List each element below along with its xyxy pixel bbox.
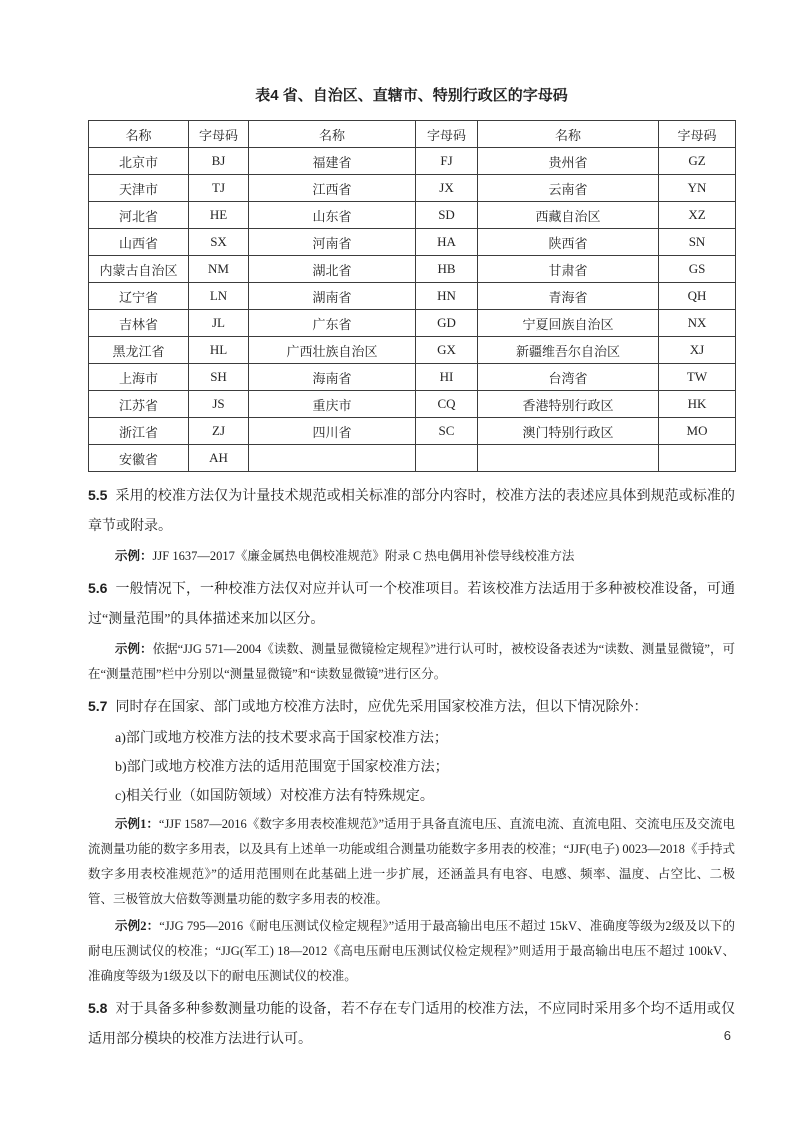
letter-code-cell: GX <box>416 337 478 364</box>
section-5-7-items <box>88 725 735 810</box>
region-name-cell: 浙江省 <box>89 418 189 445</box>
region-name-cell: 台湾省 <box>478 364 659 391</box>
region-name-cell: 江苏省 <box>89 391 189 418</box>
table-row <box>89 229 736 256</box>
column-header-name: 名称 <box>478 121 659 148</box>
letter-code-cell: SN <box>659 229 736 256</box>
region-name-cell: 宁夏回族自治区 <box>478 310 659 337</box>
letter-code-cell: GS <box>659 256 736 283</box>
example-text: JJF 1637—2017《廉金属热电偶校准规范》附录 C 热电偶用补偿导线校准方法 <box>152 549 575 563</box>
section-5-7 <box>88 691 735 723</box>
table-row <box>89 418 736 445</box>
letter-code-cell: YN <box>659 175 736 202</box>
table-row <box>89 337 736 364</box>
table-row <box>89 148 736 175</box>
table-row <box>89 256 736 283</box>
letter-code-cell: HL <box>189 337 249 364</box>
column-header-code: 字母码 <box>416 121 478 148</box>
letter-code-cell: FJ <box>416 148 478 175</box>
letter-code-cell: JX <box>416 175 478 202</box>
example-5-6 <box>88 637 735 687</box>
region-name-cell: 黑龙江省 <box>89 337 189 364</box>
letter-code-cell: HB <box>416 256 478 283</box>
letter-code-cell: ZJ <box>189 418 249 445</box>
letter-code-cell: GZ <box>659 148 736 175</box>
table-header-row <box>89 121 736 148</box>
region-name-cell: 河南省 <box>249 229 416 256</box>
region-name-cell: 广东省 <box>249 310 416 337</box>
region-name-cell <box>478 445 659 472</box>
region-name-cell: 北京市 <box>89 148 189 175</box>
example-5-7-2 <box>88 914 735 989</box>
section-text: 对于具备多种参数测量功能的设备，若不存在专门适用的校准方法，不应同时采用多个均不适用或仅适用部分模块的校准方法进行认可。 <box>88 1002 735 1047</box>
letter-code-cell: HI <box>416 364 478 391</box>
region-name-cell: 山西省 <box>89 229 189 256</box>
section-number: 5.5 <box>88 487 108 503</box>
region-name-cell: 澳门特别行政区 <box>478 418 659 445</box>
section-number: 5.7 <box>88 698 108 714</box>
region-name-cell: 新疆维吾尔自治区 <box>478 337 659 364</box>
letter-code-cell: HN <box>416 283 478 310</box>
letter-code-cell: NM <box>189 256 249 283</box>
section-text: 采用的校准方法仅为计量技术规范或相关标准的部分内容时，校准方法的表述应具体到规范或标准的章节或附录。 <box>88 489 735 534</box>
letter-code-cell: CQ <box>416 391 478 418</box>
section-text: 同时存在国家、部门或地方校准方法时，应优先采用国家校准方法，但以下情况除外： <box>115 700 648 715</box>
region-name-cell: 甘肃省 <box>478 256 659 283</box>
section-5-6 <box>88 573 735 635</box>
letter-code-cell: HE <box>189 202 249 229</box>
column-header-name: 名称 <box>249 121 416 148</box>
example-text: 依据“JJG 571—2004《读数、测量显微镜检定规程》”进行认可时，被校设备表述为“读数、测量显微镜”，可在“测量范围”栏中分别以“测量显微镜”和“读数显微镜”进行区分。 <box>88 642 735 681</box>
table-row <box>89 283 736 310</box>
region-name-cell: 香港特别行政区 <box>478 391 659 418</box>
letter-code-cell: JL <box>189 310 249 337</box>
region-name-cell: 四川省 <box>249 418 416 445</box>
column-header-name: 名称 <box>89 121 189 148</box>
table-row <box>89 391 736 418</box>
region-name-cell: 山东省 <box>249 202 416 229</box>
letter-code-cell: AH <box>189 445 249 472</box>
table-row <box>89 175 736 202</box>
section-number: 5.6 <box>88 580 108 596</box>
region-name-cell: 内蒙古自治区 <box>89 256 189 283</box>
region-name-cell: 天津市 <box>89 175 189 202</box>
column-header-code: 字母码 <box>659 121 736 148</box>
table-row <box>89 310 736 337</box>
section-5-5 <box>88 480 735 542</box>
section-text: 一般情况下，一种校准方法仅对应并认可一个校准项目。若该校准方法适用于多种被校准设备，可通过“测量范围”的具体描述来加以区分。 <box>88 582 735 627</box>
letter-code-cell: SD <box>416 202 478 229</box>
letter-code-cell: HA <box>416 229 478 256</box>
letter-code-cell: SX <box>189 229 249 256</box>
letter-code-cell: QH <box>659 283 736 310</box>
table-row <box>89 445 736 472</box>
letter-code-cell: TW <box>659 364 736 391</box>
column-header-code: 字母码 <box>189 121 249 148</box>
letter-code-cell: SC <box>416 418 478 445</box>
region-name-cell <box>249 445 416 472</box>
table-title: 表4 省、自治区、直辖市、特别行政区的字母码 <box>255 87 568 104</box>
codes-table-body <box>89 148 736 472</box>
letter-code-cell <box>659 445 736 472</box>
page-number: 6 <box>723 1028 731 1043</box>
region-name-cell: 安徽省 <box>89 445 189 472</box>
region-name-cell: 广西壮族自治区 <box>249 337 416 364</box>
example-label: 示例： <box>115 549 153 563</box>
region-name-cell: 辽宁省 <box>89 283 189 310</box>
example-label: 示例： <box>115 642 153 656</box>
letter-code-cell: SH <box>189 364 249 391</box>
letter-code-cell: XJ <box>659 337 736 364</box>
example-text: “JJG 795—2016《耐电压测试仪检定规程》”适用于最高输出电压不超过 15kV、准确度等级为2级及以下的耐电压测试仪的校准；“JJG(军工) 18—2012《高电压耐电压测试仪检定规程》”则适用于最高输出电压不超过 100kV、准确度等级为1级及以下的耐电压测试仪的校准。 <box>88 919 735 983</box>
example-label: 示例2： <box>115 919 160 933</box>
letter-code-cell: XZ <box>659 202 736 229</box>
table-row <box>89 202 736 229</box>
region-name-cell: 福建省 <box>249 148 416 175</box>
section-5-8 <box>88 993 735 1055</box>
letter-codes-table <box>88 120 736 472</box>
letter-code-cell: TJ <box>189 175 249 202</box>
letter-code-cell: LN <box>189 283 249 310</box>
letter-code-cell: HK <box>659 391 736 418</box>
region-name-cell: 陕西省 <box>478 229 659 256</box>
example-5-7-1 <box>88 812 735 912</box>
example-5-5 <box>88 544 735 569</box>
region-name-cell: 海南省 <box>249 364 416 391</box>
region-name-cell: 重庆市 <box>249 391 416 418</box>
region-name-cell: 湖北省 <box>249 256 416 283</box>
list-item-b: b)部门或地方校准方法的适用范围宽于国家校准方法； <box>115 760 449 775</box>
region-name-cell: 云南省 <box>478 175 659 202</box>
letter-code-cell: GD <box>416 310 478 337</box>
region-name-cell: 江西省 <box>249 175 416 202</box>
region-name-cell: 青海省 <box>478 283 659 310</box>
region-name-cell: 河北省 <box>89 202 189 229</box>
section-number: 5.8 <box>88 1000 108 1016</box>
region-name-cell: 西藏自治区 <box>478 202 659 229</box>
page-content <box>88 86 735 1055</box>
letter-code-cell: BJ <box>189 148 249 175</box>
region-name-cell: 上海市 <box>89 364 189 391</box>
list-item-c: c)相关行业（如国防领域）对校准方法有特殊规定。 <box>115 789 434 804</box>
region-name-cell: 吉林省 <box>89 310 189 337</box>
letter-code-cell: MO <box>659 418 736 445</box>
list-item-a: a)部门或地方校准方法的技术要求高于国家校准方法； <box>115 731 448 746</box>
region-name-cell: 贵州省 <box>478 148 659 175</box>
region-name-cell: 湖南省 <box>249 283 416 310</box>
table-row <box>89 364 736 391</box>
letter-code-cell: NX <box>659 310 736 337</box>
example-label: 示例1： <box>115 817 159 831</box>
letter-code-cell <box>416 445 478 472</box>
letter-code-cell: JS <box>189 391 249 418</box>
example-text: “JJF 1587—2016《数字多用表校准规范》”适用于具备直流电压、直流电流、直流电阻、交流电压及交流电流测量功能的数字多用表，以及具有上述单一功能或组合测量功能数字多用表的校准；“JJF(电子) 0023—2018《手持式数字多用表校准规范》”的适用范围则在此基础上进一步扩展，还涵盖具有电容、电感、频率、温度、占空比、二极管、三极管放大倍数等测量功能的数字多用表的校准。 <box>88 817 735 906</box>
